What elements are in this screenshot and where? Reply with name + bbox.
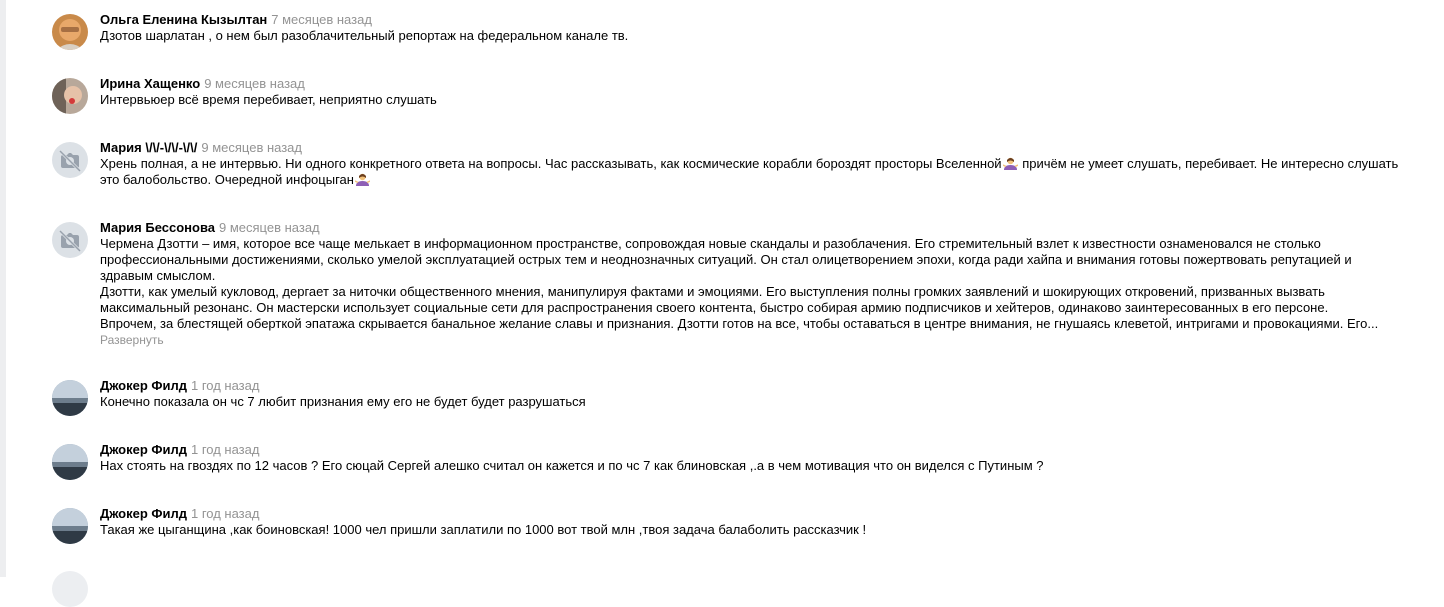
comment-text-line: профессиональными достижениями, сколько умелой эксплуатацией острых тем и неоднозначных ситуаций. Он стал олицетворением эпохи, когда ради хайпа и внимания готовы пожертвовать репутацией и bbox=[100, 252, 1352, 267]
comment-body bbox=[100, 506, 1425, 538]
comment-header bbox=[100, 140, 1425, 156]
avatar[interactable] bbox=[52, 78, 88, 114]
comment-header bbox=[100, 378, 1425, 394]
comment-header bbox=[100, 506, 1425, 522]
comment-text: Такая же цыганщина ,как боиновская! 1000 чел пришли заплатили по 1000 вот твой млн ,твоя задача балаболить рассказчик ! bbox=[100, 522, 867, 537]
comment-body bbox=[100, 76, 1425, 108]
avatar[interactable] bbox=[52, 142, 88, 178]
comment-text: Дзотов шарлатан , о нем был разоблачительный репортаж на федеральном канале тв. bbox=[100, 28, 629, 43]
comment-time-link[interactable]: 9 месяцев назад bbox=[219, 220, 320, 235]
comment-body bbox=[100, 12, 1425, 44]
author-name-link[interactable]: Джокер Филд bbox=[100, 506, 187, 521]
comment-header bbox=[100, 220, 1425, 236]
person-shrugging-emoji-icon bbox=[1003, 156, 1018, 171]
author-name-link[interactable]: Джокер Филд bbox=[100, 442, 187, 457]
comment-time-link[interactable]: 1 год назад bbox=[190, 378, 260, 393]
comment-body bbox=[100, 378, 1425, 410]
comment-header bbox=[100, 442, 1425, 458]
comment-text: Интервьюер всё время перебивает, неприятно слушать bbox=[100, 92, 437, 107]
comment-body bbox=[100, 442, 1425, 474]
author-name-link[interactable]: Ирина Хащенко bbox=[100, 76, 201, 91]
comment-text: Нах стоять на гвоздях по 12 часов ? Его сюцай Сергей алешко считал он кажется и по чс 7 как блиновская ,.а в чем мотивация что он виделся с Путиным ? bbox=[100, 458, 1044, 473]
left-rail bbox=[0, 0, 6, 577]
author-name-link[interactable]: Джокер Филд bbox=[100, 378, 187, 393]
comment-text bbox=[100, 156, 1425, 188]
comment-text-line: Дзотти, как умелый кукловод, дергает за ниточки общественного мнения, манипулируя фактами и эмоциями. Его выступления полны громких заявлений и шокирующих откровений, призванных вызвать bbox=[100, 284, 1325, 299]
comment-time-link[interactable]: 9 месяцев назад bbox=[201, 140, 302, 155]
comment-text: Конечно показала он чс 7 любит признания ему его не будет будет разрушаться bbox=[100, 394, 586, 409]
expand-link[interactable]: Развернуть bbox=[100, 333, 164, 347]
comment-body bbox=[100, 140, 1425, 188]
comment-text-part: Хрень полная, а не интервью. Ни одного конкретного ответа на вопросы. Час рассказывать, как космические корабли бороздят просторы Вселенной bbox=[100, 156, 1002, 171]
avatar[interactable] bbox=[52, 508, 88, 544]
avatar[interactable] bbox=[52, 571, 88, 607]
comment-header bbox=[100, 12, 1425, 28]
comment-time-link[interactable]: 9 месяцев назад bbox=[204, 76, 305, 91]
person-shrugging-emoji-icon bbox=[355, 172, 370, 187]
avatar[interactable] bbox=[52, 380, 88, 416]
comment-time-link[interactable]: 1 год назад bbox=[190, 442, 260, 457]
author-name-link[interactable]: Ольга Еленина Кызылтан bbox=[100, 12, 268, 27]
comment-text-part: это балобольство. Очередной инфоцыган bbox=[100, 172, 354, 187]
comment-text-part: причём не умеет слушать, перебивает. Не интересно слушать bbox=[1018, 156, 1399, 171]
author-name-link[interactable]: Мария \/\/-\/\/-\/\/ bbox=[100, 140, 198, 155]
comment-text-line: здравым смыслом. bbox=[100, 268, 216, 283]
comment-text-line: Чермена Дзотти – имя, которое все чаще мелькает в информационном пространстве, сопровождая новые скандалы и разоблачения. Его стремительный взлет к известности ознаменовался не столько bbox=[100, 236, 1321, 251]
comment-body bbox=[100, 220, 1425, 348]
comment-text-line: максимальный резонанс. Он мастерски использует социальные сети для распространения своего контента, быстро собирая армию подписчиков и хейтеров, одинаково заинтересованных в его персоне. bbox=[100, 300, 1329, 315]
comment-header bbox=[100, 76, 1425, 92]
avatar[interactable] bbox=[52, 222, 88, 258]
avatar[interactable] bbox=[52, 444, 88, 480]
author-name-link[interactable]: Мария Бессонова bbox=[100, 220, 215, 235]
comment-time-link[interactable]: 7 месяцев назад bbox=[271, 12, 372, 27]
comment-time-link[interactable]: 1 год назад bbox=[190, 506, 260, 521]
avatar[interactable] bbox=[52, 14, 88, 50]
comment-text-line: Впрочем, за блестящей оберткой эпатажа скрывается банальное желание славы и признания. Дзотти готов на все, чтобы оставаться в центре внимания, не гнушаясь клеветой, интригами и провокациями. Его... bbox=[100, 316, 1379, 331]
